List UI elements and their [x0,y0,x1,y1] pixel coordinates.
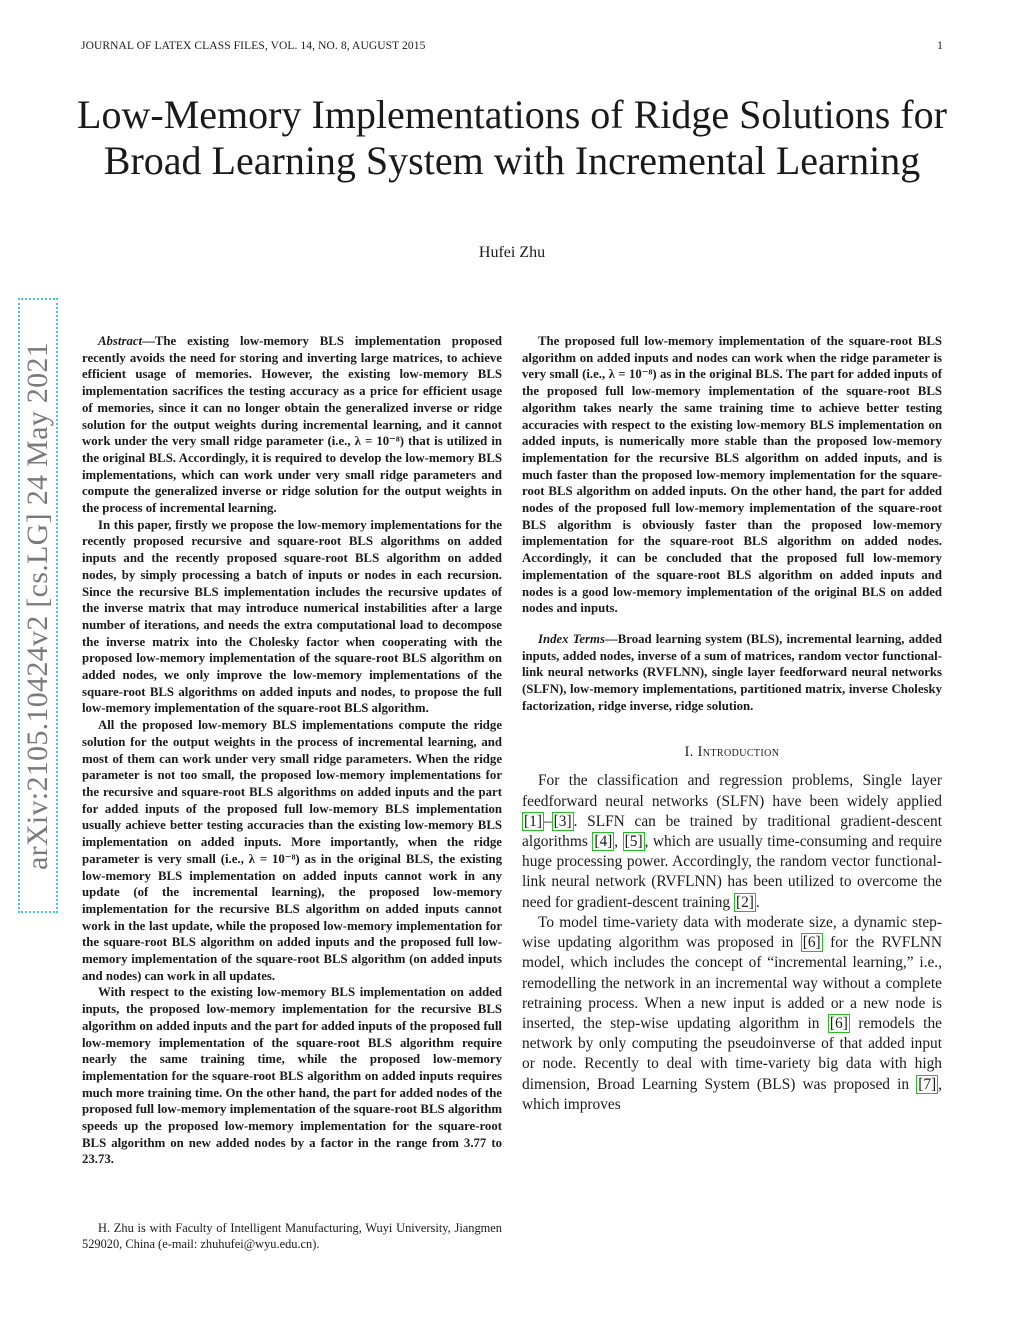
citation-link[interactable]: [2] [735,893,754,911]
paper-title: Low-Memory Implementations of Ridge Solutions for Broad Learning System with Incremental Learning [77,92,947,183]
abstract-text: —The existing low-memory BLS implementation proposed recently avoids the need for storing and inverting large matrices, to achieve efficient usage of memories. However, the existing low-memory BLS implementation sacrifices the testing accuracy as a price for efficient usage of memories, since it can no longer obtain the generalized inverse or ridge solution for the output weights during incremental learning, and it cannot work under the very small ridge parameter (i.e., λ = 10⁻⁸) that is utilized in the original BLS. Accordingly, it is required to develop the low-memory BLS implementations, which can work under very small ridge parameters and compute the generalized inverse or ridge solution for the output weights in the process of incremental learning. [82,334,502,516]
section-numeral: I. [684,744,694,761]
page-number: 1 [937,40,943,52]
citation-link[interactable]: [1] [524,812,542,830]
citation-link[interactable]: [6] [802,934,821,952]
abstract-paragraph: All the proposed low-memory BLS implementations compute the ridge solution for the output weights in the process of incremental learning, and most of them can work under very small ridge parameters. When the ridge parameter is not too small, the proposed low-memory implementations for the recursive and square-root BLS algorithms on added inputs and the part for added inputs of the proposed full low-memory BLS implementation usually achieve better testing accuracies than the existing low-memory BLS implementation on added inputs. More importantly, when the ridge parameter is very small (i.e., λ = 10⁻⁸) as in the original BLS, the existing low-memory BLS implementation on added inputs cannot work in any update (of the incremental learning), the proposed low-memory implementation for the recursive BLS algorithm on added inputs cannot work in the last update, while the proposed low-memory implementation for the square-root BLS algorithm on added inputs and the proposed full low-memory implementation of the square-root BLS algorithm (on added inputs and nodes) can work in all updates. [82,718,502,983]
citation-link[interactable]: [6] [829,1014,848,1032]
abstract-paragraph [82,333,502,517]
running-header [81,40,943,58]
citation-link[interactable]: [5] [624,833,643,851]
abstract-paragraph: In this paper, firstly we propose the low-memory implementations for the recently proposed recursive and square-root BLS algorithms on added inputs and the recently proposed square-root BLS algorithm on added nodes, by simply processing a batch of inputs or nodes in each recursion. Since the recursive BLS implementation includes the recursive updates of the inverse matrix that may introduce numerical instabilities after a large number of iterations, and needs the extra computational load to decompose the inverse matrix into the Cholesky factor when cooperating with the proposed low-memory implementation of the square-root BLS algorithm on added nodes, we only improve the low-memory implementations of the square-root BLS algorithms on added inputs and nodes, to propose the full low-memory implementation of the square-root BLS algorithm. [82,517,502,716]
journal-name: JOURNAL OF LATEX CLASS FILES, VOL. 14, NO. 8, AUGUST 2015 [81,40,426,52]
arxiv-identifier: arXiv:2105.10424v2 [cs.LG] 24 May 2021 [21,341,54,870]
intro-paragraph [522,913,942,1115]
section-heading [522,744,942,761]
index-terms [522,631,942,715]
abstract-continued [522,333,942,617]
author-footnote: H. Zhu is with Faculty of Intelligent Manufacturing, Wuyi University, Jiangmen 529020, China (e-mail: zhuhufei@wyu.edu.cn). [82,1221,502,1251]
intro-paragraph [522,771,942,912]
text-run: , which are usually time-consuming and require huge processing power. Accordingly, the random vector functional-link neural network (RVFLNN) has been utilized to overcome the need for gradient-descent training [522,833,943,911]
index-terms-label: Index Terms [538,631,605,646]
text-run: To model time-variety data with moderate size, a dynamic step-wise updating algorithm was proposed in [522,913,942,952]
abstract-label: Abstract [98,334,143,348]
text-run: . SLFN can be trained by traditional gradient-descent algorithms [522,812,942,851]
arxiv-stamp[interactable] [18,298,58,913]
text-run: For the classification and regression problems, Single layer feedforward neural networks (SLFN) have been widely applied [522,772,942,810]
citation-link[interactable]: [7] [918,1075,937,1093]
right-column [522,333,942,1115]
text-run: , which improves [522,1075,942,1113]
text-run: for the RVFLNN model, which includes the concept of “incremental learning,” i.e., remodelling the network in an incremental way without a complete retraining process. When a new input is added or a new node is inserted, the step-wise updating algorithm in [522,934,942,1032]
abstract-paragraph: The proposed full low-memory implementation of the square-root BLS algorithm on added inputs and nodes can work when the ridge parameter is very small (i.e., λ = 10⁻⁸) as in the original BLS. The part for added inputs of the proposed full low-memory implementation of the square-root BLS algorithm takes nearly the same training time to achieve better testing accuracies with respect to the existing low-memory BLS implementation on added inputs, is numerically more stable than the proposed low-memory implementation for the recursive BLS algorithm on added inputs, and is much faster than the proposed low-memory implementation for the square-root BLS algorithm on added inputs. On the other hand, the part for added nodes of the proposed full low-memory implementation of the square-root BLS algorithm is obviously faster than the proposed low-memory implementation for the square-root BLS algorithm on added nodes. Accordingly, it can be concluded that the proposed full low-memory implementation of the square-root BLS algorithm on added inputs and nodes is a good low-memory implementation of the original BLS on added nodes and inputs. [522,334,942,616]
introduction-body [522,771,942,1114]
citation-link[interactable]: [3] [553,812,572,830]
section-title: Introduction [697,744,780,761]
abstract-paragraph: With respect to the existing low-memory BLS implementation on added inputs, the proposed low-memory implementation for the recursive BLS algorithm on added inputs and the part for added inputs of the proposed full low-memory implementation of the square-root BLS algorithm require nearly the same training time, while the proposed low-memory implementation for the square-root BLS algorithm on added inputs requires much more training time. On the other hand, the part for added nodes of the proposed full low-memory implementation of the square-root BLS algorithm speeds up the proposed low-memory implementation for the square-root BLS algorithm on new added nodes by a factor in the range from 3.77 to 23.73. [82,985,502,1167]
text-run: , [614,833,623,851]
text-run: . [755,893,760,911]
index-terms-text: —Broad learning system (BLS), incremental learning, added inputs, added nodes, inverse of a sum of matrices, random vector functional-link neural networks (RVFLNN), single layer feedforward neural networks (SLFN), low-memory implementations, partitioned matrix, inverse Cholesky factorization, ridge inverse, ridge solution. [522,631,942,713]
citation-link[interactable]: [4] [594,833,613,851]
text-run: – [543,812,552,830]
text-run: remodels the network by only computing the pseudoinverse of that added input or node. Recently to deal with time-variety big data with high dimension, Broad Learning System (BLS) was proposed in [522,1014,942,1093]
author-name: Hufei Zhu [478,244,546,261]
left-column [82,333,502,1168]
